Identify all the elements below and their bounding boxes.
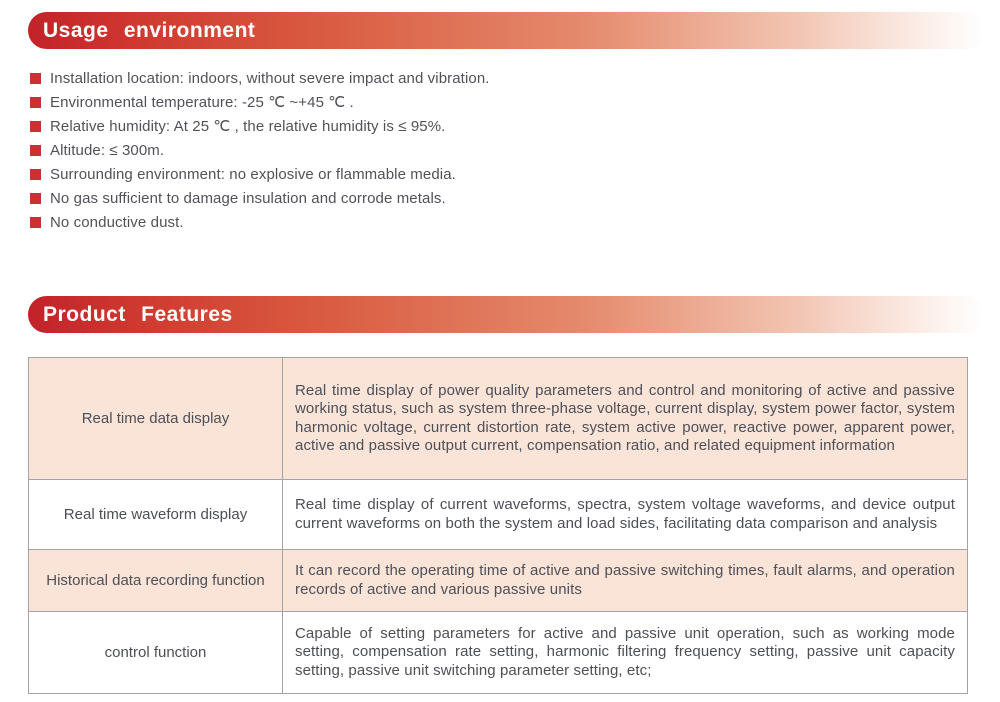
bullet-square-icon: [30, 217, 41, 228]
bullet-square-icon: [30, 169, 41, 180]
table-row: [29, 358, 968, 480]
bullet-square-icon: [30, 121, 41, 132]
list-item-text: Relative humidity: At 25 ℃ , the relative humidity is ≤ 95%.: [50, 118, 446, 135]
feature-name-cell: Historical data recording function: [29, 550, 283, 612]
list-item-text: Installation location: indoors, without severe impact and vibration.: [50, 69, 490, 87]
list-item-text: Environmental temperature: -25 ℃ ~+45 ℃ .: [50, 94, 354, 111]
list-item-text: Surrounding environment: no explosive or flammable media.: [50, 165, 456, 183]
feature-name-cell: Real time waveform display: [29, 480, 283, 550]
product-features-title: Product Features: [43, 302, 233, 326]
list-item-text: No gas sufficient to damage insulation and corrode metals.: [50, 189, 446, 207]
usage-environment-list: [30, 66, 1000, 234]
table-row: [29, 550, 968, 612]
list-item-text: Altitude: ≤ 300m.: [50, 141, 165, 159]
bullet-square-icon: [30, 193, 41, 204]
feature-description-cell: Capable of setting parameters for active and passive unit operation, such as working mode setting, compensation rate setting, harmonic filtering frequency setting, passive unit capacity setting, passive unit switching parameter setting, etc;: [283, 612, 968, 694]
list-item-text: No conductive dust.: [50, 213, 184, 231]
list-item: [30, 90, 1000, 114]
bullet-square-icon: [30, 145, 41, 156]
product-features-header: [28, 296, 985, 333]
bullet-square-icon: [30, 97, 41, 108]
list-item: [30, 114, 1000, 138]
usage-environment-title: Usage environment: [43, 18, 256, 42]
list-item: [30, 138, 1000, 162]
feature-description-cell: Real time display of power quality parameters and control and monitoring of active and passive working status, such as system three-phase voltage, current display, system power factor, system harmonic voltage, current distortion rate, system active power, reactive power, apparent power, active and passive output current, compensation ratio, and related equipment information: [283, 358, 968, 480]
feature-description-cell: Real time display of current waveforms, spectra, system voltage waveforms, and device output current waveforms on both the system and load sides, facilitating data comparison and analysis: [283, 480, 968, 550]
usage-environment-header: [28, 12, 985, 49]
list-item: [30, 186, 1000, 210]
table-row: [29, 480, 968, 550]
list-item: [30, 66, 1000, 90]
table-row: [29, 612, 968, 694]
list-item: [30, 210, 1000, 234]
bullet-square-icon: [30, 73, 41, 84]
feature-description-cell: It can record the operating time of active and passive switching times, fault alarms, and operation records of active and various passive units: [283, 550, 968, 612]
list-item: [30, 162, 1000, 186]
feature-name-cell: Real time data display: [29, 358, 283, 480]
product-features-table: [28, 357, 968, 694]
feature-name-cell: control function: [29, 612, 283, 694]
